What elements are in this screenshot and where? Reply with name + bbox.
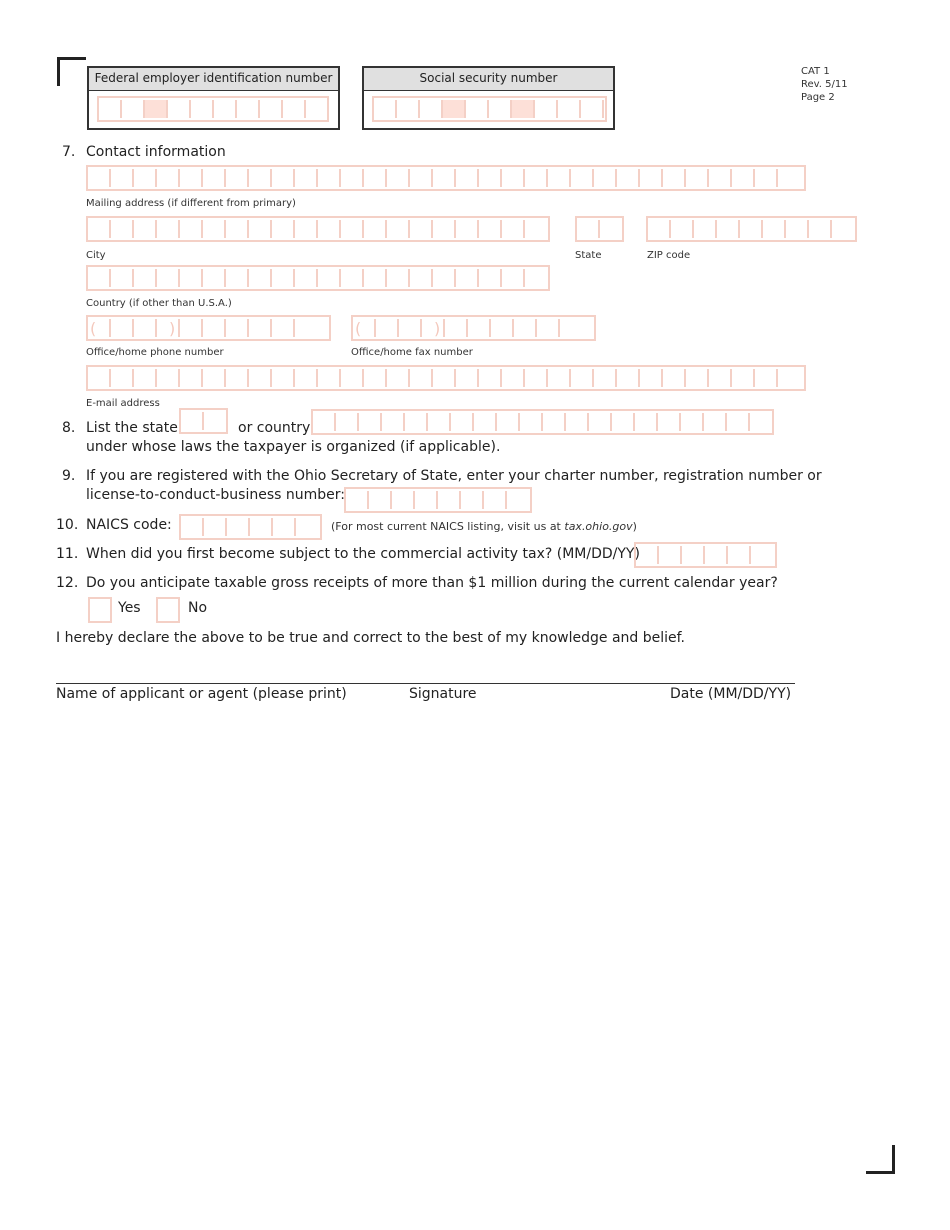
input-cell[interactable] bbox=[594, 169, 617, 187]
input-cell[interactable] bbox=[313, 413, 336, 431]
input-cell[interactable] bbox=[203, 220, 226, 238]
input-cell[interactable] bbox=[755, 369, 778, 387]
q11-text: When did you first become subject to the commercial activity tax? (MM/DD/YY) bbox=[86, 546, 640, 562]
input-cell[interactable] bbox=[336, 413, 359, 431]
input-cell[interactable] bbox=[374, 100, 397, 118]
input-cell[interactable] bbox=[226, 369, 249, 387]
input-cell[interactable] bbox=[111, 169, 134, 187]
input-cell[interactable] bbox=[249, 269, 272, 287]
q10-number: 10. bbox=[56, 517, 79, 533]
input-cell[interactable] bbox=[686, 169, 709, 187]
fein-label: Federal employer identification number bbox=[89, 68, 338, 91]
input-cell[interactable] bbox=[617, 169, 640, 187]
input-cell[interactable] bbox=[181, 518, 204, 536]
input-cell[interactable] bbox=[364, 220, 387, 238]
country-input[interactable] bbox=[86, 265, 550, 291]
input-cell[interactable] bbox=[88, 319, 111, 337]
naics-note-suffix: ) bbox=[632, 520, 637, 533]
input-cell[interactable] bbox=[134, 220, 157, 238]
input-cell[interactable] bbox=[260, 100, 283, 118]
ssn-input[interactable] bbox=[372, 96, 607, 122]
input-cell[interactable] bbox=[387, 269, 410, 287]
input-cell[interactable] bbox=[433, 169, 456, 187]
form-id: CAT 1 bbox=[801, 66, 830, 77]
input-cell[interactable] bbox=[157, 220, 180, 238]
input-cell[interactable] bbox=[479, 369, 502, 387]
input-cell[interactable] bbox=[359, 413, 382, 431]
input-cell[interactable] bbox=[272, 269, 295, 287]
input-cell[interactable] bbox=[832, 220, 855, 238]
input-cell[interactable] bbox=[525, 269, 548, 287]
input-cell[interactable] bbox=[659, 546, 682, 564]
charter-number-input[interactable] bbox=[344, 487, 532, 513]
state-input[interactable] bbox=[575, 216, 624, 242]
input-cell[interactable] bbox=[512, 100, 535, 118]
input-cell[interactable] bbox=[709, 169, 732, 187]
input-cell[interactable] bbox=[456, 169, 479, 187]
city-label: City bbox=[86, 250, 106, 261]
input-cell[interactable] bbox=[548, 369, 571, 387]
input-cell[interactable] bbox=[111, 319, 134, 337]
input-cell[interactable] bbox=[456, 369, 479, 387]
input-cell[interactable] bbox=[318, 369, 341, 387]
input-cell[interactable] bbox=[226, 220, 249, 238]
q7-title: Contact information bbox=[86, 144, 226, 160]
input-cell[interactable] bbox=[474, 413, 497, 431]
q11-number: 11. bbox=[56, 546, 79, 562]
q12-no-label: No bbox=[188, 600, 208, 616]
input-cell[interactable] bbox=[145, 100, 168, 118]
input-cell[interactable] bbox=[180, 369, 203, 387]
input-cell[interactable] bbox=[341, 369, 364, 387]
input-cell[interactable] bbox=[364, 269, 387, 287]
input-cell[interactable] bbox=[318, 269, 341, 287]
input-cell[interactable] bbox=[507, 491, 530, 509]
input-cell[interactable] bbox=[525, 369, 548, 387]
input-cell[interactable] bbox=[415, 491, 438, 509]
input-cell[interactable] bbox=[617, 369, 640, 387]
input-cell[interactable] bbox=[168, 100, 191, 118]
input-cell[interactable] bbox=[479, 269, 502, 287]
input-cell[interactable] bbox=[111, 269, 134, 287]
input-cell[interactable] bbox=[709, 369, 732, 387]
naics-code-input[interactable] bbox=[179, 514, 322, 540]
input-cell[interactable] bbox=[537, 319, 560, 337]
input-cell[interactable] bbox=[181, 412, 204, 430]
input-cell[interactable] bbox=[466, 100, 489, 118]
input-cell[interactable] bbox=[705, 546, 728, 564]
input-cell[interactable] bbox=[410, 169, 433, 187]
input-cell[interactable] bbox=[226, 319, 249, 337]
mailing-address-input[interactable] bbox=[86, 165, 806, 191]
input-cell[interactable] bbox=[249, 319, 272, 337]
input-cell[interactable] bbox=[663, 369, 686, 387]
input-cell[interactable] bbox=[558, 100, 581, 118]
input-cell[interactable] bbox=[180, 220, 203, 238]
input-cell[interactable] bbox=[484, 491, 507, 509]
q12-no-checkbox[interactable] bbox=[156, 597, 180, 623]
input-cell[interactable] bbox=[214, 100, 237, 118]
organized-state-input[interactable] bbox=[179, 408, 228, 434]
input-cell[interactable] bbox=[191, 100, 214, 118]
input-cell[interactable] bbox=[180, 319, 203, 337]
input-cell[interactable] bbox=[341, 169, 364, 187]
naics-link[interactable]: tax.ohio.gov bbox=[564, 520, 633, 533]
input-cell[interactable] bbox=[369, 491, 392, 509]
input-cell[interactable] bbox=[755, 169, 778, 187]
naics-note-prefix: (For most current NAICS listing, visit us at bbox=[331, 520, 565, 533]
input-cell[interactable] bbox=[560, 319, 583, 337]
input-cell[interactable] bbox=[249, 220, 272, 238]
input-cell[interactable] bbox=[648, 220, 671, 238]
input-cell[interactable] bbox=[204, 518, 227, 536]
input-cell[interactable] bbox=[249, 369, 272, 387]
q12-yes-label: Yes bbox=[118, 600, 141, 616]
input-cell[interactable] bbox=[479, 169, 502, 187]
input-cell[interactable] bbox=[410, 220, 433, 238]
input-cell[interactable] bbox=[203, 369, 226, 387]
input-cell[interactable] bbox=[157, 319, 180, 337]
input-cell[interactable] bbox=[778, 169, 801, 187]
input-cell[interactable] bbox=[571, 369, 594, 387]
q8-text-country: or country bbox=[238, 420, 311, 436]
input-cell[interactable] bbox=[525, 220, 548, 238]
input-cell[interactable] bbox=[250, 518, 273, 536]
input-cell[interactable] bbox=[180, 269, 203, 287]
input-cell[interactable] bbox=[751, 546, 774, 564]
cat-start-date-input[interactable] bbox=[634, 542, 777, 568]
input-cell[interactable] bbox=[589, 413, 612, 431]
input-cell[interactable] bbox=[636, 546, 659, 564]
input-cell[interactable] bbox=[382, 413, 405, 431]
input-cell[interactable] bbox=[732, 369, 755, 387]
input-cell[interactable] bbox=[296, 518, 319, 536]
input-cell[interactable] bbox=[204, 412, 227, 430]
input-cell[interactable] bbox=[658, 413, 681, 431]
city-input[interactable] bbox=[86, 216, 550, 242]
form-header-info bbox=[801, 65, 848, 104]
input-cell[interactable] bbox=[535, 100, 558, 118]
input-cell[interactable] bbox=[520, 413, 543, 431]
input-cell[interactable] bbox=[750, 413, 773, 431]
q8-number: 8. bbox=[62, 420, 76, 436]
input-cell[interactable] bbox=[600, 220, 623, 238]
input-cell[interactable] bbox=[543, 413, 566, 431]
fein-box bbox=[87, 66, 340, 130]
phone-label: Office/home phone number bbox=[86, 347, 224, 358]
input-cell[interactable] bbox=[272, 169, 295, 187]
input-cell[interactable] bbox=[728, 546, 751, 564]
page-number: Page 2 bbox=[801, 92, 835, 103]
input-cell[interactable] bbox=[577, 220, 600, 238]
input-cell[interactable] bbox=[134, 169, 157, 187]
input-cell[interactable] bbox=[122, 100, 145, 118]
input-cell[interactable] bbox=[451, 413, 474, 431]
fax-input[interactable] bbox=[351, 315, 596, 341]
ssn-label: Social security number bbox=[364, 68, 613, 91]
fax-label: Office/home fax number bbox=[351, 347, 473, 358]
q12-text: Do you anticipate taxable gross receipts of more than $1 million during the current calendar year? bbox=[86, 575, 778, 591]
input-cell[interactable] bbox=[99, 100, 122, 118]
input-cell[interactable] bbox=[456, 269, 479, 287]
input-cell[interactable] bbox=[612, 413, 635, 431]
q8-text-state: List the state bbox=[86, 420, 178, 436]
input-cell[interactable] bbox=[88, 169, 111, 187]
input-cell[interactable] bbox=[111, 220, 134, 238]
input-cell[interactable] bbox=[635, 413, 658, 431]
input-cell[interactable] bbox=[671, 220, 694, 238]
input-cell[interactable] bbox=[663, 169, 686, 187]
registration-mark-top-left bbox=[57, 57, 86, 86]
input-cell[interactable] bbox=[548, 169, 571, 187]
input-cell[interactable] bbox=[422, 319, 445, 337]
input-cell[interactable] bbox=[443, 100, 466, 118]
state-label: State bbox=[575, 250, 602, 261]
input-cell[interactable] bbox=[203, 269, 226, 287]
input-cell[interactable] bbox=[272, 369, 295, 387]
q12-yes-checkbox[interactable] bbox=[88, 597, 112, 623]
registration-mark-bottom-right bbox=[866, 1145, 895, 1174]
input-cell[interactable] bbox=[387, 369, 410, 387]
input-cell[interactable] bbox=[272, 220, 295, 238]
input-cell[interactable] bbox=[566, 413, 589, 431]
signature-line[interactable] bbox=[56, 683, 795, 684]
input-cell[interactable] bbox=[226, 169, 249, 187]
input-cell[interactable] bbox=[479, 220, 502, 238]
input-cell[interactable] bbox=[809, 220, 832, 238]
input-cell[interactable] bbox=[405, 413, 428, 431]
input-cell[interactable] bbox=[237, 100, 260, 118]
email-input[interactable] bbox=[86, 365, 806, 391]
input-cell[interactable] bbox=[456, 220, 479, 238]
input-cell[interactable] bbox=[134, 369, 157, 387]
input-cell[interactable] bbox=[364, 169, 387, 187]
q7-number: 7. bbox=[62, 144, 76, 160]
input-cell[interactable] bbox=[134, 319, 157, 337]
organized-country-input[interactable] bbox=[311, 409, 774, 435]
q8-text-continued: under whose laws the taxpayer is organized (if applicable). bbox=[86, 439, 501, 455]
naics-note bbox=[331, 520, 637, 533]
q10-text: NAICS code: bbox=[86, 517, 172, 533]
input-cell[interactable] bbox=[295, 220, 318, 238]
phone-input[interactable] bbox=[86, 315, 331, 341]
country-label: Country (if other than U.S.A.) bbox=[86, 298, 232, 309]
input-cell[interactable] bbox=[763, 220, 786, 238]
input-cell[interactable] bbox=[134, 269, 157, 287]
input-cell[interactable] bbox=[686, 369, 709, 387]
input-cell[interactable] bbox=[397, 100, 420, 118]
input-cell[interactable] bbox=[571, 169, 594, 187]
input-cell[interactable] bbox=[594, 369, 617, 387]
input-cell[interactable] bbox=[740, 220, 763, 238]
input-cell[interactable] bbox=[704, 413, 727, 431]
input-cell[interactable] bbox=[502, 220, 525, 238]
input-cell[interactable] bbox=[438, 491, 461, 509]
q9-line1: If you are registered with the Ohio Secretary of State, enter your charter number, registration number or bbox=[86, 468, 822, 484]
input-cell[interactable] bbox=[581, 100, 604, 118]
input-cell[interactable] bbox=[376, 319, 399, 337]
signature-label: Signature bbox=[409, 686, 477, 702]
input-cell[interactable] bbox=[88, 220, 111, 238]
input-cell[interactable] bbox=[272, 319, 295, 337]
input-cell[interactable] bbox=[157, 369, 180, 387]
input-cell[interactable] bbox=[428, 413, 451, 431]
input-cell[interactable] bbox=[433, 369, 456, 387]
form-revision: Rev. 5/11 bbox=[801, 79, 848, 90]
input-cell[interactable] bbox=[489, 100, 512, 118]
input-cell[interactable] bbox=[88, 269, 111, 287]
q12-number: 12. bbox=[56, 575, 79, 591]
input-cell[interactable] bbox=[295, 269, 318, 287]
zip-code-input[interactable] bbox=[646, 216, 857, 242]
input-cell[interactable] bbox=[157, 269, 180, 287]
input-cell[interactable] bbox=[468, 319, 491, 337]
input-cell[interactable] bbox=[387, 169, 410, 187]
input-cell[interactable] bbox=[502, 269, 525, 287]
input-cell[interactable] bbox=[433, 269, 456, 287]
input-cell[interactable] bbox=[318, 169, 341, 187]
zip-code-label: ZIP code bbox=[647, 250, 691, 261]
input-cell[interactable] bbox=[318, 220, 341, 238]
input-cell[interactable] bbox=[249, 169, 272, 187]
input-cell[interactable] bbox=[346, 491, 369, 509]
input-cell[interactable] bbox=[682, 546, 705, 564]
input-cell[interactable] bbox=[410, 269, 433, 287]
input-cell[interactable] bbox=[295, 369, 318, 387]
input-cell[interactable] bbox=[364, 369, 387, 387]
input-cell[interactable] bbox=[732, 169, 755, 187]
input-cell[interactable] bbox=[180, 169, 203, 187]
date-label: Date (MM/DD/YY) bbox=[670, 686, 792, 702]
input-cell[interactable] bbox=[295, 169, 318, 187]
input-cell[interactable] bbox=[399, 319, 422, 337]
input-cell[interactable] bbox=[786, 220, 809, 238]
input-cell[interactable] bbox=[694, 220, 717, 238]
input-cell[interactable] bbox=[392, 491, 415, 509]
input-cell[interactable] bbox=[157, 169, 180, 187]
input-cell[interactable] bbox=[111, 369, 134, 387]
input-cell[interactable] bbox=[727, 413, 750, 431]
input-cell[interactable] bbox=[341, 220, 364, 238]
q9-line2: license-to-conduct-business number: bbox=[86, 487, 345, 503]
input-cell[interactable] bbox=[497, 413, 520, 431]
input-cell[interactable] bbox=[203, 319, 226, 337]
input-cell[interactable] bbox=[502, 169, 525, 187]
declaration-text: I hereby declare the above to be true and correct to the best of my knowledge and belief. bbox=[56, 630, 685, 646]
input-cell[interactable] bbox=[461, 491, 484, 509]
fein-input[interactable] bbox=[97, 96, 329, 122]
input-cell[interactable] bbox=[227, 518, 250, 536]
input-cell[interactable] bbox=[433, 220, 456, 238]
input-cell[interactable] bbox=[283, 100, 306, 118]
q9-number: 9. bbox=[62, 468, 76, 484]
input-cell[interactable] bbox=[640, 169, 663, 187]
input-cell[interactable] bbox=[203, 169, 226, 187]
input-cell[interactable] bbox=[353, 319, 376, 337]
input-cell[interactable] bbox=[226, 269, 249, 287]
input-cell[interactable] bbox=[445, 319, 468, 337]
input-cell[interactable] bbox=[681, 413, 704, 431]
input-cell[interactable] bbox=[273, 518, 296, 536]
input-cell[interactable] bbox=[306, 100, 329, 118]
input-cell[interactable] bbox=[420, 100, 443, 118]
input-cell[interactable] bbox=[295, 319, 318, 337]
email-label: E-mail address bbox=[86, 398, 160, 409]
input-cell[interactable] bbox=[525, 169, 548, 187]
input-cell[interactable] bbox=[341, 269, 364, 287]
input-cell[interactable] bbox=[640, 369, 663, 387]
input-cell[interactable] bbox=[604, 100, 627, 118]
input-cell[interactable] bbox=[491, 319, 514, 337]
applicant-name-label: Name of applicant or agent (please print) bbox=[56, 686, 347, 702]
ssn-box bbox=[362, 66, 615, 130]
input-cell[interactable] bbox=[514, 319, 537, 337]
input-cell[interactable] bbox=[88, 369, 111, 387]
input-cell[interactable] bbox=[502, 369, 525, 387]
input-cell[interactable] bbox=[410, 369, 433, 387]
mailing-address-label: Mailing address (if different from primary) bbox=[86, 198, 296, 209]
input-cell[interactable] bbox=[778, 369, 801, 387]
input-cell[interactable] bbox=[387, 220, 410, 238]
input-cell[interactable] bbox=[717, 220, 740, 238]
